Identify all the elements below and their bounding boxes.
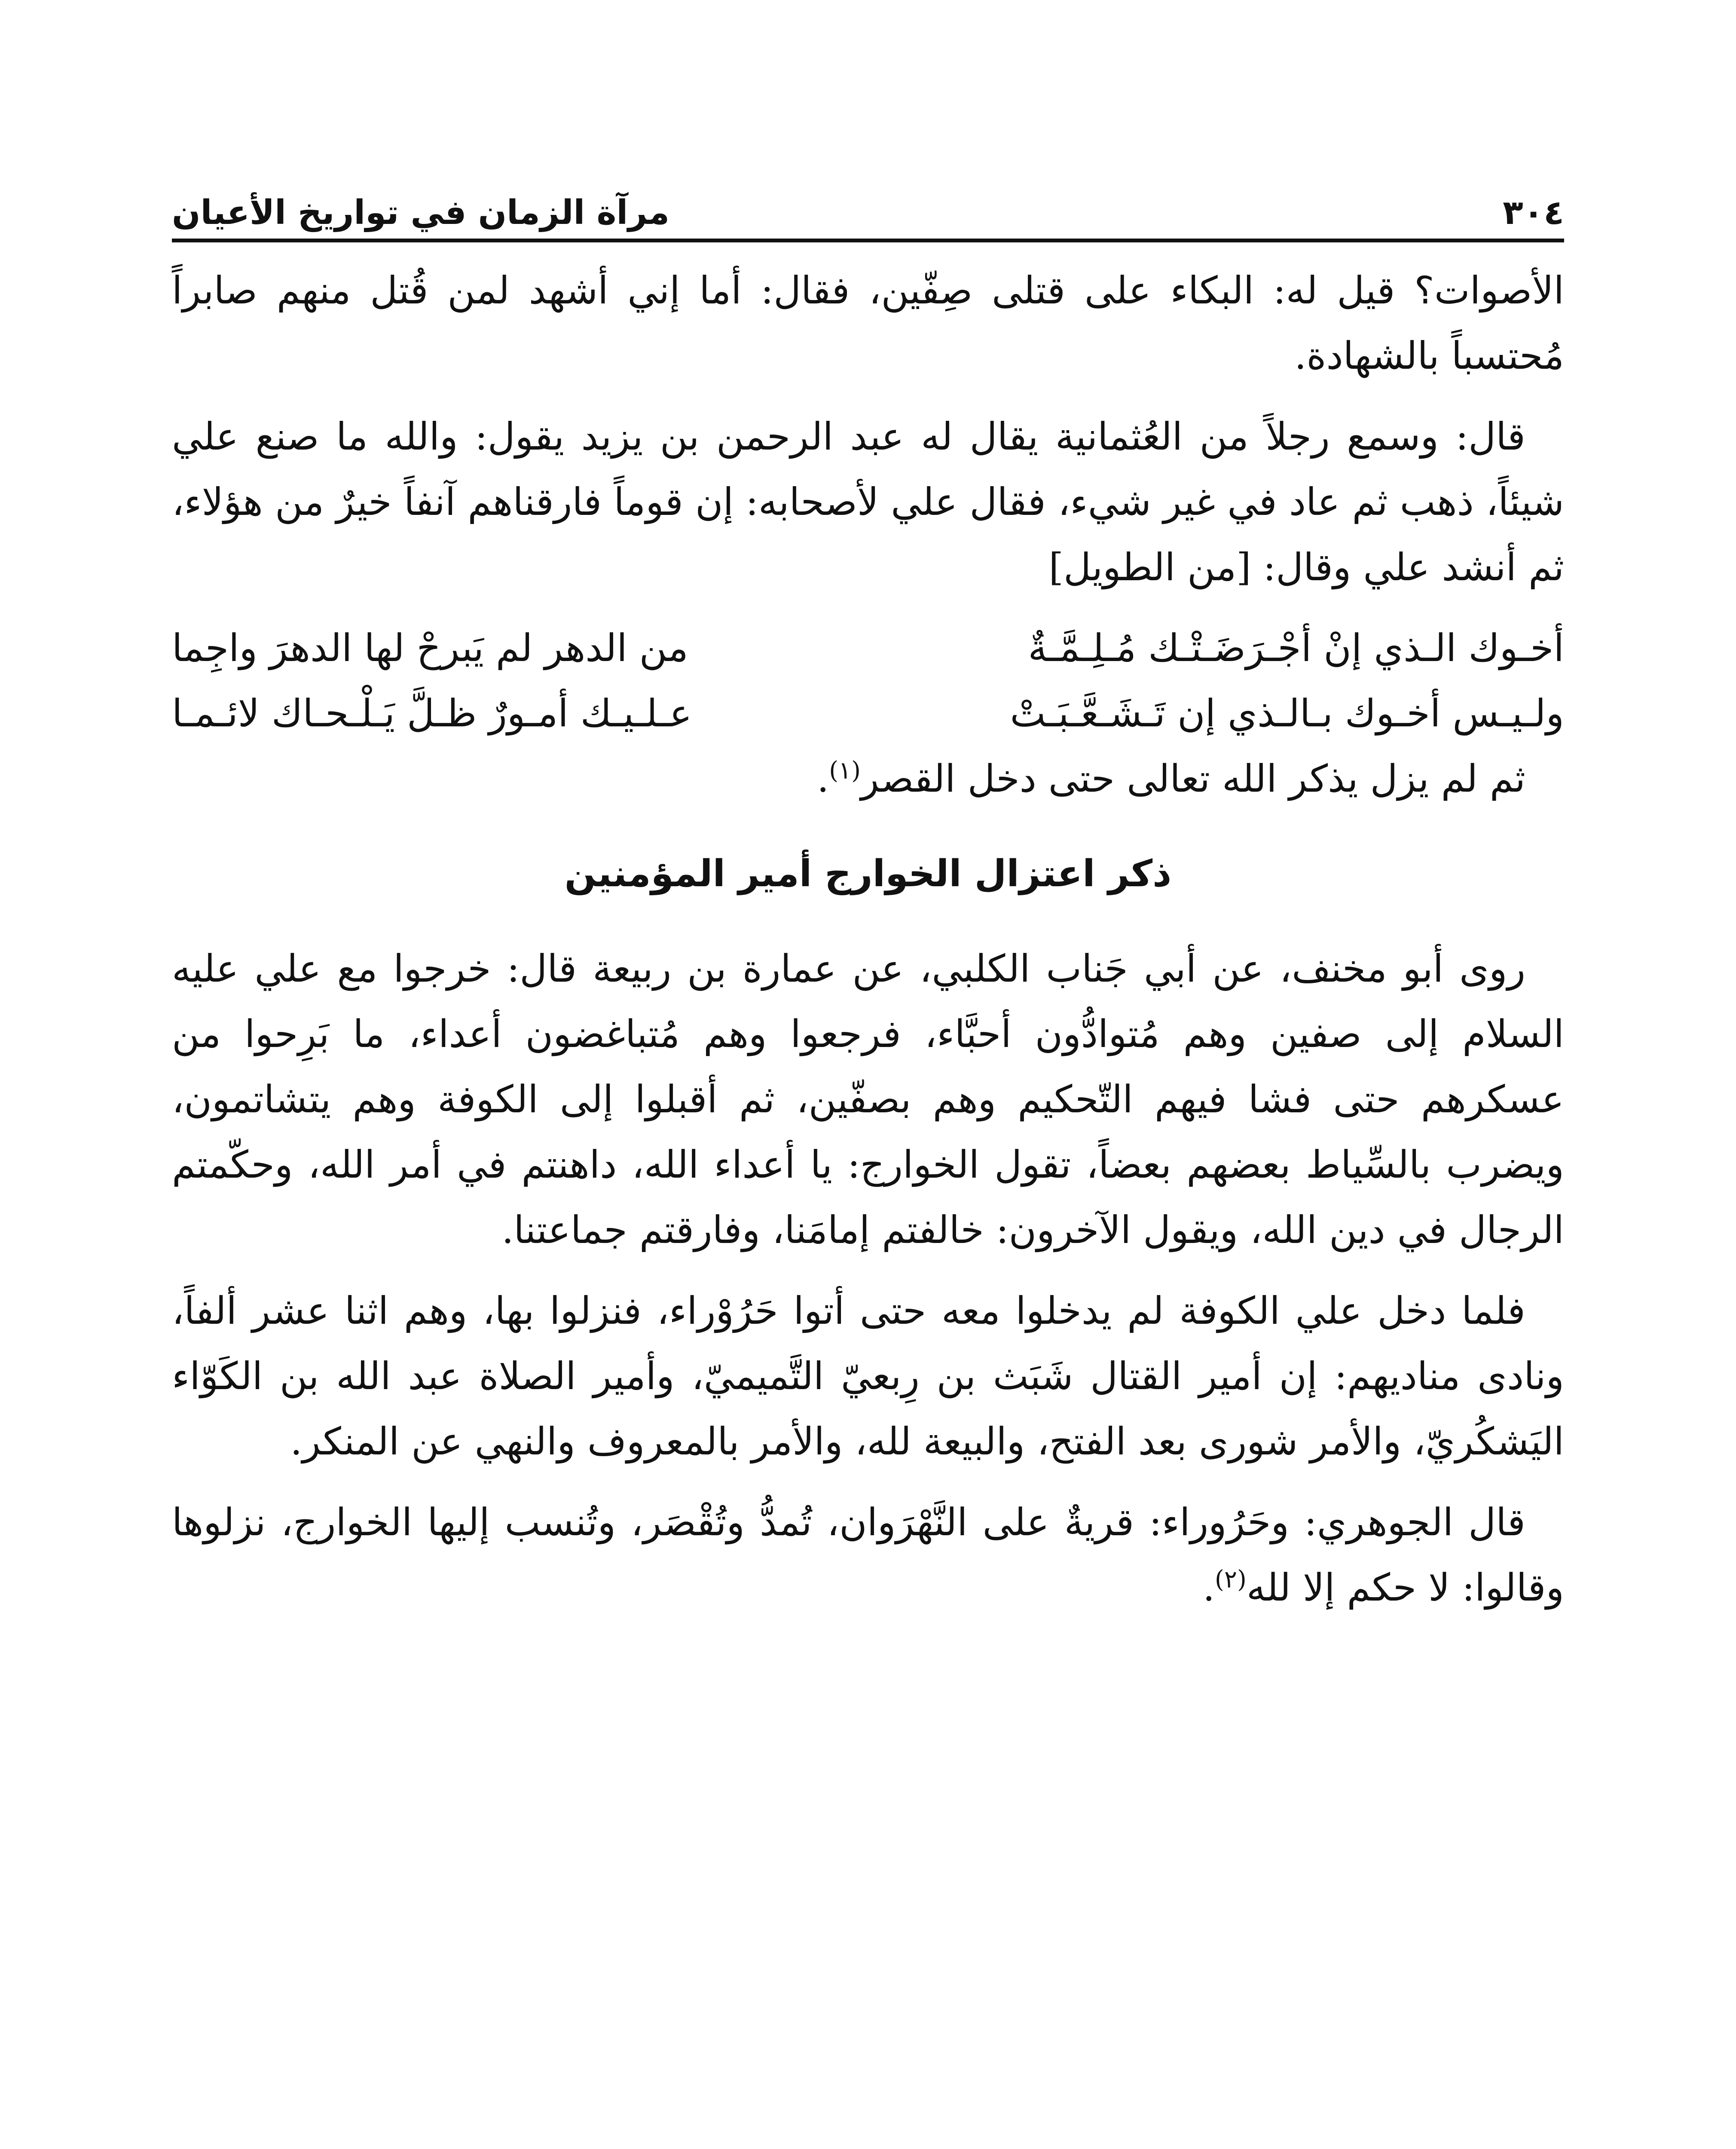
paragraph [172,1490,1564,1620]
poem [172,615,1564,746]
poem-verse [172,681,1564,746]
header-divider [172,239,1564,242]
paragraph: فلما دخل علي الكوفة لم يدخلوا معه حتى أتوا حَرُوْراء، فنزلوا بها، وهم اثنا عشر ألفاً، ونادى مناديهم: إن أمير القتال شَبَث بن رِبعيّ التَّميميّ، وأمير الصلاة عبد الله بن الكَوّاء اليَشكُريّ، والأمر شورى بعد الفتح، والبيعة لله، والأمر بالمعروف والنهي عن المنكر. [172,1289,1564,1463]
verse-second-hemistich: عـلـيـك أمـورٌ ظـلَّ يَـلْـحـاك لائـمـا [172,691,692,735]
footnote-reference: (١) [829,756,861,785]
book-title: مرآة الزمان في تواريخ الأعيان [172,193,670,232]
paragraph: الأصوات؟ قيل له: البكاء على قتلى صِفّين، فقال: أما إني أشهد لمن قُتل منهم صابراً مُحتسباً بالشهادة. [172,268,1564,378]
paragraph-text: ثم لم يزل يذكر الله تعالى حتى دخل القصر [860,756,1525,801]
verse-second-hemistich: من الدهر لم يَبرحْ لها الدهرَ واجِما [172,626,688,670]
page-header [172,146,1564,232]
paragraph: قال: وسمع رجلاً من العُثمانية يقال له عبد الرحمن بن يزيد يقول: والله ما صنع علي شيئاً، ذهب ثم عاد في غير شيء، فقال علي لأصحابه: إن قوماً فارقناهم آنفاً خيرٌ من هؤلاء، ثم أنشد علي وقال: [من الطويل] [172,414,1564,589]
poem-verse [172,615,1564,681]
paragraph: روى أبو مخنف، عن أبي جَناب الكلبي، عن عمارة بن ربيعة قال: خرجوا مع علي عليه السلام إلى صفين وهم مُتوادُّون أحبَّاء، فرجعوا وهم مُتباغضون أعداء، ما بَرِحوا من عسكرهم حتى فشا فيهم التّحكيم وهم بصفّين، ثم أقبلوا إلى الكوفة وهم يتشاتمون، ويضرب بالسِّياط بعضهم بعضاً، تقول الخوارج: يا أعداء الله، داهنتم في أمر الله، وحكّمتم الرجال في دين الله، ويقول الآخرون: خالفتم إمامَنا، وفارقتم جماعتنا. [172,946,1564,1252]
paragraph [172,746,1564,811]
page-number: ٣٠٤ [1503,193,1564,232]
paragraph-end: . [1203,1565,1215,1610]
verse-first-hemistich: أخـوك الـذي إنْ أجْـرَضَـتْـك مُـلِـمَّـةٌ [1028,626,1564,670]
section-heading: ذكر اعتزال الخوارج أمير المؤمنين [564,852,1172,895]
verse-first-hemistich: ولـيـس أخـوك بـالـذي إن تَـشَـعَّـبَـتْ [1010,691,1564,735]
footnote-reference: (٢) [1215,1565,1247,1594]
main-text [172,258,1564,1636]
paragraph-text: قال الجوهري: وحَرُوراء: قريةٌ على النَّهْرَوان، تُمدُّ وتُقْصَر، وتُنسب إليها الخوارج، نزلوها وقالوا: لا حكم إلا لله [172,1500,1564,1610]
paragraph-end: . [817,756,829,801]
